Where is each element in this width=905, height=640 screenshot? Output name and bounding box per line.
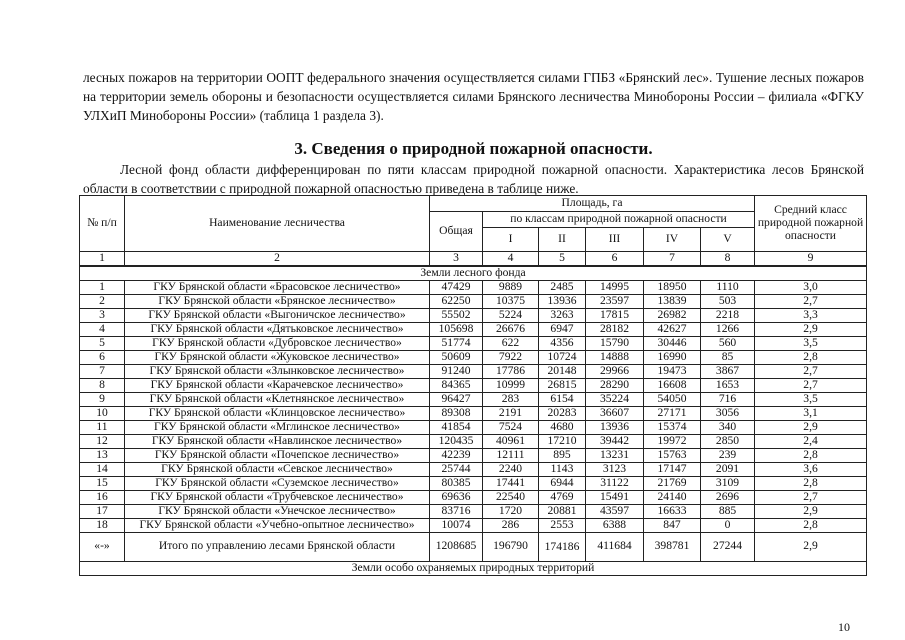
table-cell: 9889 xyxy=(483,280,539,294)
table-row xyxy=(80,350,867,364)
header-total: Общая xyxy=(430,212,483,252)
table-row xyxy=(80,476,867,490)
table-row xyxy=(80,420,867,434)
table-cell: 4769 xyxy=(539,490,586,504)
table-cell: 27171 xyxy=(644,406,701,420)
section-heading: 3. Сведения о природной пожарной опасности. xyxy=(294,139,653,158)
section-row-protected-areas xyxy=(80,561,867,575)
table-cell: 14888 xyxy=(586,350,644,364)
header-class-5: V xyxy=(701,228,755,252)
table-cell: 10999 xyxy=(483,378,539,392)
table-cell: 503 xyxy=(701,294,755,308)
forestry-name: ГКУ Брянской области «Трубчевское лесничество» xyxy=(125,490,430,504)
table-cell: 17815 xyxy=(586,308,644,322)
table-cell: 7524 xyxy=(483,420,539,434)
table-cell: 1110 xyxy=(701,280,755,294)
table-cell: 62250 xyxy=(430,294,483,308)
forestry-name: ГКУ Брянской области «Дубровское лесничество» xyxy=(125,336,430,350)
table-cell: 7922 xyxy=(483,350,539,364)
table-cell: 42627 xyxy=(644,322,701,336)
table-cell: 69636 xyxy=(430,490,483,504)
table-cell: 1653 xyxy=(701,378,755,392)
column-number-row xyxy=(80,252,867,266)
header-class-1: I xyxy=(483,228,539,252)
row-number: 4 xyxy=(80,322,125,336)
table-cell: 41854 xyxy=(430,420,483,434)
table-row xyxy=(80,434,867,448)
header-avg-class: Средний класс природной пожарной опасности xyxy=(755,196,867,252)
table-cell: 2,9 xyxy=(755,420,867,434)
total-cell: 27244 xyxy=(701,532,755,561)
table-cell: 3,3 xyxy=(755,308,867,322)
row-number: 8 xyxy=(80,378,125,392)
table-row xyxy=(80,448,867,462)
row-number: 1 xyxy=(80,280,125,294)
column-number: 8 xyxy=(701,252,755,266)
forestry-name: ГКУ Брянской области «Суземское лесничество» xyxy=(125,476,430,490)
column-number: 7 xyxy=(644,252,701,266)
forestry-name: ГКУ Брянской области «Унечское лесничество» xyxy=(125,504,430,518)
table-cell: 239 xyxy=(701,448,755,462)
row-number: 12 xyxy=(80,434,125,448)
table-cell: 13839 xyxy=(644,294,701,308)
table-cell: 14995 xyxy=(586,280,644,294)
forestry-name: ГКУ Брянской области «Мглинское лесничество» xyxy=(125,420,430,434)
row-number: 6 xyxy=(80,350,125,364)
table-cell: 2,8 xyxy=(755,448,867,462)
forestry-name: ГКУ Брянской области «Выгоничское лесничество» xyxy=(125,308,430,322)
table-cell: 22540 xyxy=(483,490,539,504)
header-name: Наименование лесничества xyxy=(125,196,430,252)
page-number: 10 xyxy=(838,620,850,634)
table-cell: 15763 xyxy=(644,448,701,462)
total-row xyxy=(80,532,867,561)
table-cell: 19473 xyxy=(644,364,701,378)
table-cell: 3,5 xyxy=(755,392,867,406)
table-cell: 2850 xyxy=(701,434,755,448)
table-cell: 83716 xyxy=(430,504,483,518)
section-label: Земли лесного фонда xyxy=(80,266,867,281)
table-cell: 2,9 xyxy=(755,322,867,336)
table-cell: 54050 xyxy=(644,392,701,406)
table-cell: 20881 xyxy=(539,504,586,518)
total-num: «-» xyxy=(80,532,125,561)
table-cell: 6388 xyxy=(586,518,644,532)
table-cell: 3263 xyxy=(539,308,586,322)
table-cell: 26676 xyxy=(483,322,539,336)
forestry-name: ГКУ Брянской области «Карачевское лесничество» xyxy=(125,378,430,392)
table-cell: 43597 xyxy=(586,504,644,518)
table-cell: 2,7 xyxy=(755,490,867,504)
table-cell: 6947 xyxy=(539,322,586,336)
table-cell: 5224 xyxy=(483,308,539,322)
table-cell: 1266 xyxy=(701,322,755,336)
table-cell: 0 xyxy=(701,518,755,532)
table-cell: 105698 xyxy=(430,322,483,336)
forestry-name: ГКУ Брянской области «Дятьковское лесничество» xyxy=(125,322,430,336)
table-cell: 42239 xyxy=(430,448,483,462)
table-cell: 3109 xyxy=(701,476,755,490)
intro-paragraph: лесных пожаров на территории ООПТ федерального значения осуществляется силами ГПБЗ «Брянский лес». Тушение лесных пожаров на территории земель обороны и безопасности осуществляется силами Брянского лесничества Минобороны России – филиала «ФГКУ УЛХиП Минобороны России» (таблица 1 раздела 3). xyxy=(83,70,864,123)
column-number: 3 xyxy=(430,252,483,266)
row-number: 11 xyxy=(80,420,125,434)
row-number: 10 xyxy=(80,406,125,420)
total-cell: 174186 xyxy=(539,532,586,561)
table-row xyxy=(80,504,867,518)
header-num: № п/п xyxy=(80,196,125,252)
table-cell: 3123 xyxy=(586,462,644,476)
column-number: 1 xyxy=(80,252,125,266)
row-number: 17 xyxy=(80,504,125,518)
column-number: 9 xyxy=(755,252,867,266)
total-label: Итого по управлению лесами Брянской области xyxy=(125,532,430,561)
table-cell: 13936 xyxy=(539,294,586,308)
table-cell: 39442 xyxy=(586,434,644,448)
table-cell: 120435 xyxy=(430,434,483,448)
table-cell: 6944 xyxy=(539,476,586,490)
table-cell: 2,4 xyxy=(755,434,867,448)
table-cell: 17786 xyxy=(483,364,539,378)
table-cell: 36607 xyxy=(586,406,644,420)
table-cell: 3,1 xyxy=(755,406,867,420)
table-cell: 20148 xyxy=(539,364,586,378)
table-cell: 51774 xyxy=(430,336,483,350)
table-cell: 40961 xyxy=(483,434,539,448)
column-number: 4 xyxy=(483,252,539,266)
fire-danger-table xyxy=(79,195,867,576)
row-number: 3 xyxy=(80,308,125,322)
total-cell: 1208685 xyxy=(430,532,483,561)
table-cell: 26815 xyxy=(539,378,586,392)
table-cell: 28182 xyxy=(586,322,644,336)
table-cell: 2240 xyxy=(483,462,539,476)
table-cell: 895 xyxy=(539,448,586,462)
table-cell: 89308 xyxy=(430,406,483,420)
row-number: 7 xyxy=(80,364,125,378)
table-cell: 2485 xyxy=(539,280,586,294)
header-by-class: по классам природной пожарной опасности xyxy=(483,212,755,228)
forestry-name: ГКУ Брянской области «Жуковское лесничество» xyxy=(125,350,430,364)
forestry-name: ГКУ Брянской области «Брасовское лесничество» xyxy=(125,280,430,294)
table-cell: 50609 xyxy=(430,350,483,364)
row-number: 18 xyxy=(80,518,125,532)
table-cell: 2,7 xyxy=(755,294,867,308)
table-row xyxy=(80,518,867,532)
table-cell: 2,7 xyxy=(755,364,867,378)
column-number: 6 xyxy=(586,252,644,266)
table-cell: 18950 xyxy=(644,280,701,294)
table-cell: 286 xyxy=(483,518,539,532)
table-cell: 2553 xyxy=(539,518,586,532)
table-cell: 12111 xyxy=(483,448,539,462)
table-cell: 55502 xyxy=(430,308,483,322)
table-cell: 10074 xyxy=(430,518,483,532)
column-number: 5 xyxy=(539,252,586,266)
table-row xyxy=(80,462,867,476)
table-cell: 3,5 xyxy=(755,336,867,350)
column-number: 2 xyxy=(125,252,430,266)
table-row xyxy=(80,322,867,336)
table-cell: 26982 xyxy=(644,308,701,322)
total-cell: 2,9 xyxy=(755,532,867,561)
table-cell: 15790 xyxy=(586,336,644,350)
table-cell: 4680 xyxy=(539,420,586,434)
forestry-name: ГКУ Брянской области «Севское лесничество» xyxy=(125,462,430,476)
total-cell: 398781 xyxy=(644,532,701,561)
table-cell: 283 xyxy=(483,392,539,406)
table-cell: 23597 xyxy=(586,294,644,308)
table-cell: 30446 xyxy=(644,336,701,350)
table-cell: 4356 xyxy=(539,336,586,350)
table-cell: 15374 xyxy=(644,420,701,434)
table-cell: 1720 xyxy=(483,504,539,518)
section-row-forest-fund xyxy=(80,266,867,281)
table-cell: 16990 xyxy=(644,350,701,364)
table-cell: 2218 xyxy=(701,308,755,322)
table-row xyxy=(80,406,867,420)
table-cell: 3056 xyxy=(701,406,755,420)
total-cell: 196790 xyxy=(483,532,539,561)
table-cell: 21769 xyxy=(644,476,701,490)
table-cell: 3,0 xyxy=(755,280,867,294)
table-cell: 3,6 xyxy=(755,462,867,476)
table-cell: 85 xyxy=(701,350,755,364)
row-number: 16 xyxy=(80,490,125,504)
total-cell: 411684 xyxy=(586,532,644,561)
table-cell: 560 xyxy=(701,336,755,350)
table-cell: 716 xyxy=(701,392,755,406)
table-cell: 17441 xyxy=(483,476,539,490)
table-cell: 29966 xyxy=(586,364,644,378)
table-cell: 6154 xyxy=(539,392,586,406)
section-paragraph: Лесной фонд области дифференцирован по пяти классам природной пожарной опасности. Характеристика лесов Брянской области в соответствии с природной пожарной опасностью приведена в таблице ниже. xyxy=(83,162,864,196)
table-cell: 622 xyxy=(483,336,539,350)
table-cell: 13936 xyxy=(586,420,644,434)
table-cell: 885 xyxy=(701,504,755,518)
table-cell: 15491 xyxy=(586,490,644,504)
table-cell: 2,9 xyxy=(755,504,867,518)
table-cell: 2,8 xyxy=(755,350,867,364)
table-cell: 2191 xyxy=(483,406,539,420)
row-number: 15 xyxy=(80,476,125,490)
table-row xyxy=(80,336,867,350)
header-area: Площадь, га xyxy=(430,196,755,212)
table-cell: 19972 xyxy=(644,434,701,448)
table-row xyxy=(80,490,867,504)
table-cell: 17147 xyxy=(644,462,701,476)
section-label: Земли особо охраняемых природных территорий xyxy=(80,561,867,575)
table-row xyxy=(80,280,867,294)
table-cell: 35224 xyxy=(586,392,644,406)
table-cell: 20283 xyxy=(539,406,586,420)
row-number: 2 xyxy=(80,294,125,308)
forestry-name: ГКУ Брянской области «Злынковское лесничество» xyxy=(125,364,430,378)
table-cell: 47429 xyxy=(430,280,483,294)
table-cell: 3867 xyxy=(701,364,755,378)
table-cell: 91240 xyxy=(430,364,483,378)
table-cell: 2091 xyxy=(701,462,755,476)
table-cell: 80385 xyxy=(430,476,483,490)
table-row xyxy=(80,308,867,322)
forestry-name: ГКУ Брянской области «Брянское лесничество» xyxy=(125,294,430,308)
table-cell: 24140 xyxy=(644,490,701,504)
table-cell: 16633 xyxy=(644,504,701,518)
table-cell: 2696 xyxy=(701,490,755,504)
forestry-name: ГКУ Брянской области «Клинцовское лесничество» xyxy=(125,406,430,420)
row-number: 13 xyxy=(80,448,125,462)
row-number: 14 xyxy=(80,462,125,476)
table-cell: 847 xyxy=(644,518,701,532)
table-cell: 31122 xyxy=(586,476,644,490)
table-cell: 10724 xyxy=(539,350,586,364)
row-number: 9 xyxy=(80,392,125,406)
table-cell: 16608 xyxy=(644,378,701,392)
forestry-name: ГКУ Брянской области «Клетнянское лесничество» xyxy=(125,392,430,406)
forestry-name: ГКУ Брянской области «Навлинское лесничество» xyxy=(125,434,430,448)
table-cell: 96427 xyxy=(430,392,483,406)
table-cell: 10375 xyxy=(483,294,539,308)
table-row xyxy=(80,364,867,378)
table-cell: 340 xyxy=(701,420,755,434)
table-cell: 2,8 xyxy=(755,518,867,532)
table-row xyxy=(80,392,867,406)
table-cell: 2,7 xyxy=(755,378,867,392)
table-cell: 28290 xyxy=(586,378,644,392)
table-cell: 2,8 xyxy=(755,476,867,490)
table-cell: 17210 xyxy=(539,434,586,448)
table-cell: 25744 xyxy=(430,462,483,476)
forestry-name: ГКУ Брянской области «Почепское лесничество» xyxy=(125,448,430,462)
header-class-2: II xyxy=(539,228,586,252)
table-cell: 84365 xyxy=(430,378,483,392)
table-cell: 1143 xyxy=(539,462,586,476)
header-class-3: III xyxy=(586,228,644,252)
forestry-name: ГКУ Брянской области «Учебно-опытное лесничество» xyxy=(125,518,430,532)
header-class-4: IV xyxy=(644,228,701,252)
row-number: 5 xyxy=(80,336,125,350)
table-row xyxy=(80,294,867,308)
table-row xyxy=(80,378,867,392)
table-cell: 13231 xyxy=(586,448,644,462)
